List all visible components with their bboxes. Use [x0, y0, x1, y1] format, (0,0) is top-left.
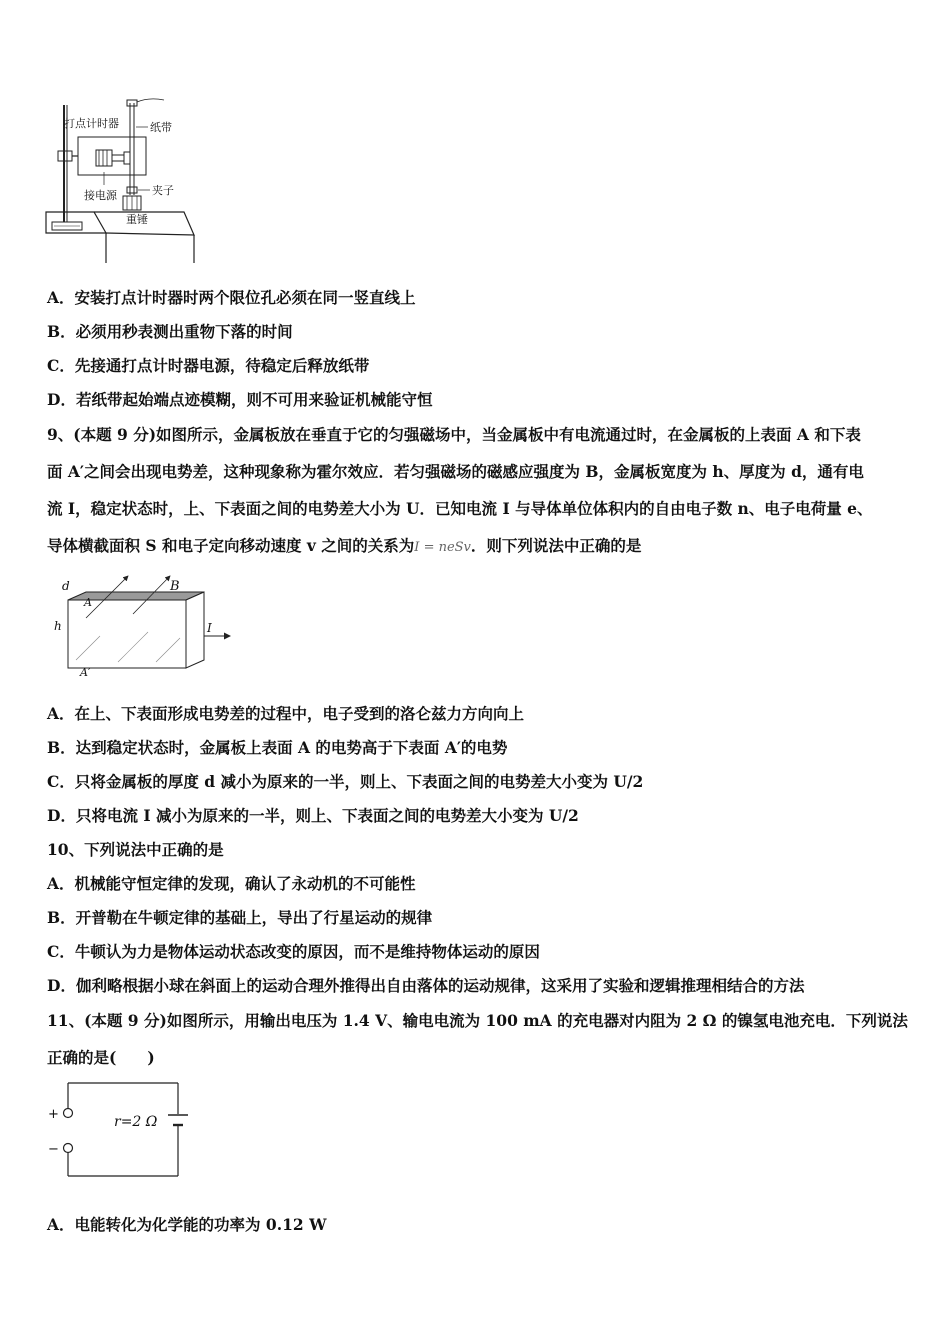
q9-stem-line2: 面 A′之间会出现电势差，这种现象称为霍尔效应．若匀强磁场的磁感应强度为 B，金属板宽度为 h、厚度为 d，通有电: [47, 462, 864, 481]
q9-stem-line4-post: ．则下列说法中正确的是: [470, 536, 642, 555]
hall-effect-figure: [48, 570, 238, 680]
q10-option-a: A．机械能守恒定律的发现，确认了永动机的不可能性: [47, 874, 416, 893]
terminal-minus-label: −: [48, 1142, 59, 1157]
q8-option-b: B．必须用秒表测出重物下落的时间: [47, 322, 293, 341]
q8-option-a: A．安装打点计时器时两个限位孔必须在同一竖直线上: [47, 288, 416, 307]
q11-stem-line1: 11、(本题 9 分)如图所示，用输出电压为 1.4 V、输电电流为 100 mA 的充电器对内阻为 2 Ω 的镍氢电池充电．下列说法: [47, 1011, 908, 1030]
q10-option-d: D．伽利略根据小球在斜面上的运动合理外推得出自由落体的运动规律，这采用了实验和逻辑推理相结合的方法: [47, 976, 805, 995]
resistance-label: r=2 Ω: [114, 1114, 158, 1130]
terminal-plus-label: +: [48, 1107, 59, 1122]
q10-stem: 10、下列说法中正确的是: [47, 840, 224, 859]
label-d: d: [62, 579, 70, 593]
q11-stem-line2: 正确的是( ): [47, 1048, 155, 1067]
q10-option-b: B．开普勒在牛顿定律的基础上，导出了行星运动的规律: [47, 908, 433, 927]
q10-option-c: C．牛顿认为力是物体运动状态改变的原因，而不是维持物体运动的原因: [47, 942, 540, 961]
q8-option-d: D．若纸带起始端点迹模糊，则不可用来验证机械能守恒: [47, 390, 433, 409]
label-a: A: [84, 596, 92, 609]
label-weight: 重锤: [126, 213, 148, 226]
label-a-prime: A′: [80, 666, 91, 679]
label-timer: 打点计时器: [64, 117, 119, 130]
label-tape: 纸带: [150, 121, 172, 134]
q9-option-c: C．只将金属板的厚度 d 减小为原来的一半，则上、下表面之间的电势差大小变为 U/2: [47, 772, 644, 791]
apparatus-figure: [44, 95, 214, 267]
q9-stem-line1: 9、(本题 9 分)如图所示，金属板放在垂直于它的匀强磁场中，当金属板中有电流通过时，在金属板的上表面 A 和下表: [47, 425, 861, 444]
q9-option-d: D．只将电流 I 减小为原来的一半，则上、下表面之间的电势差大小变为 U/2: [47, 806, 579, 825]
circuit-figure: [42, 1078, 202, 1182]
q11-option-a: A．电能转化为化学能的功率为 0.12 W: [47, 1215, 327, 1234]
q9-option-b: B．达到稳定状态时，金属板上表面 A 的电势高于下表面 A′的电势: [47, 738, 508, 757]
q9-stem-line3: 流 I，稳定状态时，上、下表面之间的电势差大小为 U．已知电流 I 与导体单位体积内的自由电子数 n、电子电荷量 e、: [47, 499, 873, 518]
label-b: B: [170, 579, 180, 594]
label-i: I: [207, 621, 212, 635]
q9-stem-line4: [47, 534, 641, 556]
label-clip: 夹子: [152, 184, 174, 197]
label-power: 接电源: [84, 189, 117, 202]
label-h: h: [54, 619, 62, 633]
q9-formula: I = neSv: [414, 540, 471, 555]
q8-option-c: C．先接通打点计时器电源，待稳定后释放纸带: [47, 356, 370, 375]
q9-option-a: A．在上、下表面形成电势差的过程中，电子受到的洛仑兹力方向向上: [47, 704, 525, 723]
q9-stem-line4-pre: 导体横截面积 S 和电子定向移动速度 v 之间的关系为: [47, 536, 415, 555]
